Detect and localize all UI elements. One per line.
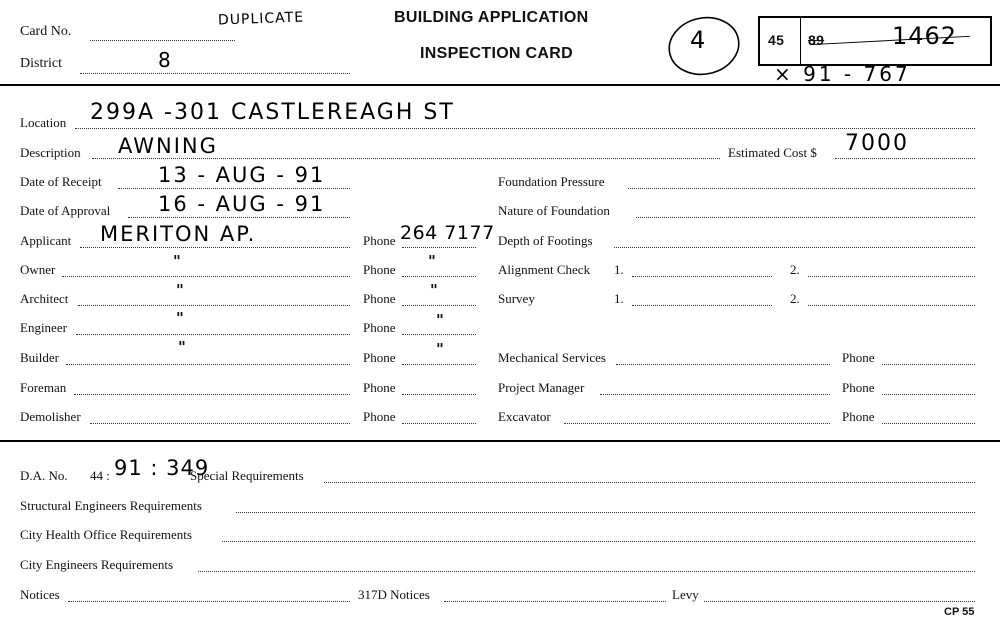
nature-foundation-field[interactable] [636,217,975,218]
city-health-label: City Health Office Requirements [20,527,192,542]
applicant-field[interactable] [80,247,350,248]
builder-ditto: " [178,338,186,356]
circled-number: 4 [690,26,708,54]
city-engineers-field[interactable] [198,571,975,572]
city-engineers-label: City Engineers Requirements [20,557,174,572]
location-label: Location [20,115,67,130]
location-value: 299A -301 CASTLEREAGH ST [90,100,455,125]
date-approval-value: 16 - AUG - 91 [158,192,326,216]
builder-phone-label: Phone [363,350,396,365]
levy-field[interactable] [704,601,975,602]
owner-ditto: " [173,252,181,270]
architect-ditto: " [176,281,184,299]
owner-phone-field[interactable] [402,276,476,277]
demolisher-field[interactable] [90,423,350,424]
mechanical-phone-field[interactable] [882,364,975,365]
engineer-phone-ditto: " [436,311,444,329]
project-manager-phone-label: Phone [842,380,875,395]
owner-phone-ditto: " [428,252,436,270]
survey-label: Survey [498,291,535,306]
builder-label: Builder [20,350,59,365]
survey-field-2[interactable] [808,305,975,306]
district-field[interactable] [80,73,350,74]
structural-engineers-field[interactable] [236,512,975,513]
architect-field[interactable] [78,305,350,306]
alignment-check-field-1[interactable] [632,276,772,277]
date-receipt-field[interactable] [118,188,350,189]
reference-note: × 91 - 767 [774,62,911,86]
applicant-value: MERITON AP. [100,222,257,246]
survey-field-1[interactable] [632,305,772,306]
foreman-field[interactable] [74,394,350,395]
date-receipt-label: Date of Receipt [20,174,102,189]
box-number: 1462 [892,22,958,50]
alignment-check-field-2[interactable] [808,276,975,277]
project-manager-field[interactable] [600,394,830,395]
engineer-phone-field[interactable] [402,334,476,335]
da-prefix: 44 : [90,468,110,483]
box-prefix: 45 [768,32,785,48]
foundation-pressure-label: Foundation Pressure [498,174,605,189]
applicant-phone-label: Phone [363,233,396,248]
mechanical-services-label: Mechanical Services [498,350,606,365]
excavator-phone-field[interactable] [882,423,975,424]
builder-field[interactable] [66,364,350,365]
notices-label: Notices [20,587,60,602]
section-rule [0,440,1000,442]
mechanical-phone-label: Phone [842,350,875,365]
alignment-num-2: 2. [790,262,800,277]
demolisher-phone-field[interactable] [402,423,476,424]
header-rule [0,84,1000,86]
card-no-label: Card No. [20,24,72,39]
foreman-phone-label: Phone [363,380,396,395]
form-code: CP 55 [944,606,975,618]
applicant-label: Applicant [20,233,72,248]
builder-phone-ditto: " [436,340,444,358]
da-number-value: 91 : 349 [114,456,210,480]
description-label: Description [20,145,81,160]
description-value: AWNING [118,134,218,158]
alignment-check-label: Alignment Check [498,262,591,277]
excavator-field[interactable] [564,423,830,424]
form-title-line1: BUILDING APPLICATION [394,9,589,26]
district-value: 8 [158,48,173,72]
depth-footings-field[interactable] [614,247,975,248]
demolisher-label: Demolisher [20,409,81,424]
nature-foundation-label: Nature of Foundation [498,203,610,218]
architect-phone-label: Phone [363,291,396,306]
date-approval-field[interactable] [128,217,350,218]
description-field[interactable] [92,158,720,159]
special-requirements-field[interactable] [324,482,975,483]
project-manager-phone-field[interactable] [882,394,975,395]
district-label: District [20,56,62,71]
depth-footings-label: Depth of Footings [498,233,593,248]
project-manager-label: Project Manager [498,380,585,395]
applicant-phone-field[interactable] [402,247,476,248]
alignment-num-1: 1. [614,262,624,277]
owner-field[interactable] [62,276,350,277]
foundation-pressure-field[interactable] [628,188,975,189]
card-no-field[interactable] [90,40,235,41]
date-approval-label: Date of Approval [20,203,111,218]
survey-num-2: 2. [790,291,800,306]
foreman-phone-field[interactable] [402,394,476,395]
estimated-cost-value: 7000 [845,131,909,156]
owner-phone-label: Phone [363,262,396,277]
box-struck-number: 89 [808,32,825,48]
architect-label: Architect [20,291,69,306]
notices-317d-label: 317D Notices [358,587,430,602]
da-no-label: D.A. No. [20,468,68,483]
excavator-phone-label: Phone [842,409,875,424]
architect-phone-field[interactable] [402,305,476,306]
builder-phone-field[interactable] [402,364,476,365]
form-title-line2: INSPECTION CARD [420,45,573,62]
excavator-label: Excavator [498,409,551,424]
city-health-field[interactable] [222,541,975,542]
engineer-label: Engineer [20,320,67,335]
location-field[interactable] [75,128,975,129]
levy-label: Levy [672,587,699,602]
mechanical-services-field[interactable] [616,364,830,365]
notices-field[interactable] [68,601,350,602]
box-divider [800,16,801,66]
duplicate-stamp: DUPLICATE [217,9,305,29]
owner-label: Owner [20,262,56,277]
engineer-ditto: " [176,309,184,327]
estimated-cost-field[interactable] [835,158,975,159]
special-requirements-label: Special Requirements [190,468,304,483]
engineer-field[interactable] [76,334,350,335]
survey-num-1: 1. [614,291,624,306]
notices-317d-field[interactable] [444,601,666,602]
foreman-label: Foreman [20,380,67,395]
structural-engineers-label: Structural Engineers Requirements [20,498,202,513]
demolisher-phone-label: Phone [363,409,396,424]
architect-phone-ditto: " [430,281,438,299]
estimated-cost-label: Estimated Cost $ [728,145,817,160]
date-receipt-value: 13 - AUG - 91 [158,163,326,187]
applicant-phone-value: 264 7177 [400,222,495,244]
engineer-phone-label: Phone [363,320,396,335]
